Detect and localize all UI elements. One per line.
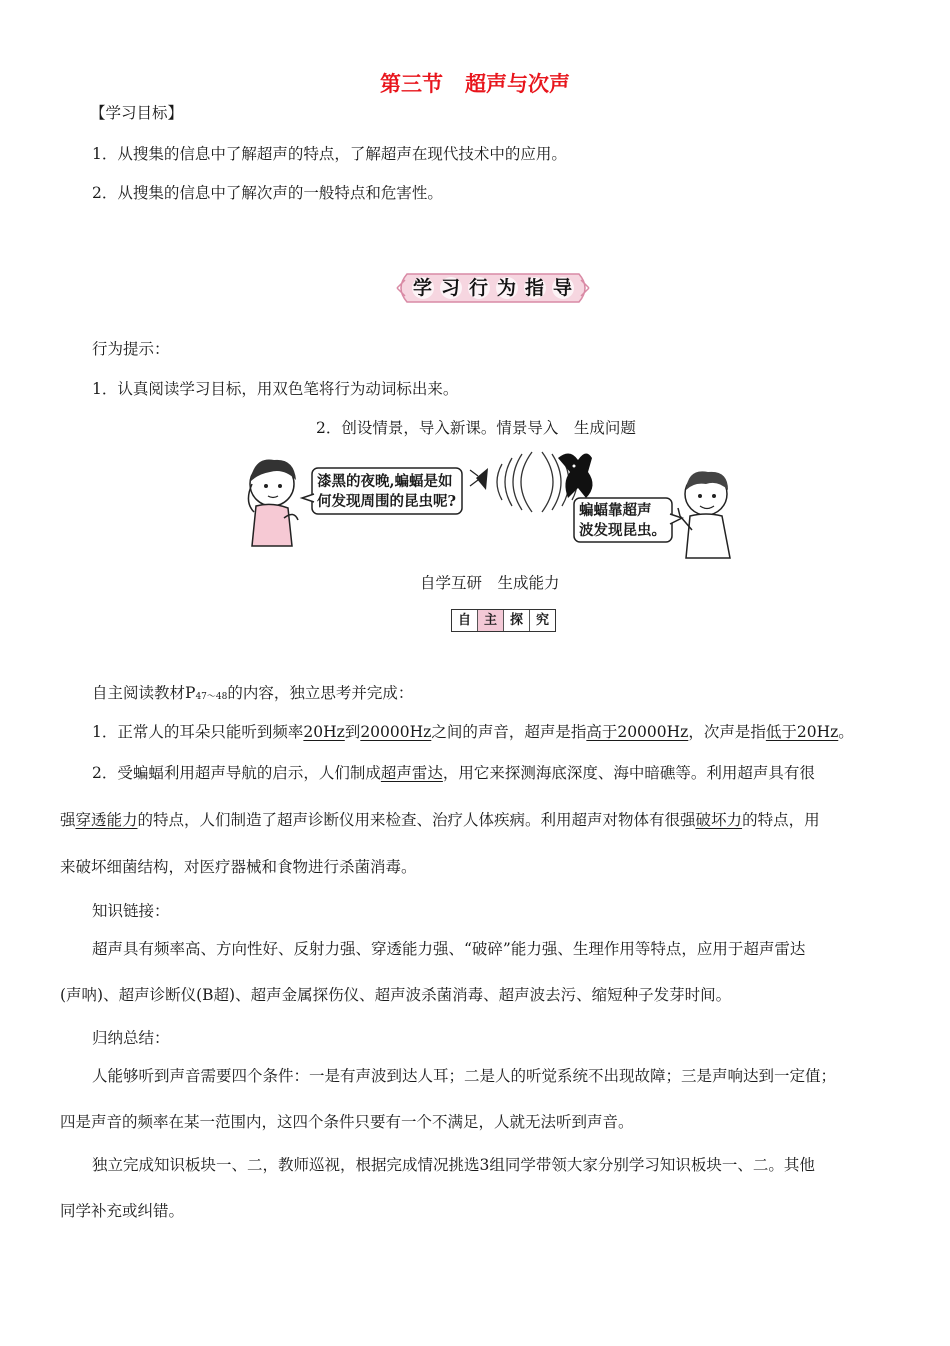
page-title [0, 68, 950, 98]
q2-text: 的特点，人们制造了超声诊断仪用来检查、治疗人体疾病。利用超声对物体有很强 [137, 811, 696, 829]
section-banner [393, 270, 593, 306]
task-line-1: 独立完成知识板块一、二，教师巡视，根据完成情况挑选3组同学带领大家分别学习知识板块一、二。其他 [92, 1156, 815, 1174]
q1-text: 之间的声音，超声是指 [431, 723, 587, 741]
hints-label: 行为提示： [92, 340, 170, 358]
hint-item-2: 2．创设情景，导入新课。情景导入 生成问题 [316, 419, 636, 437]
girl-bubble-line-2: 何发现周围的昆虫呢? [317, 493, 456, 510]
question-2-line-1 [92, 761, 815, 783]
page-range: 47～48 [195, 692, 228, 702]
illustration-drawing [240, 446, 740, 561]
badge-char: 究 [530, 610, 555, 631]
q2-text: ，用它来探测海底深度、海中暗礁等。利用超声具有很 [442, 764, 815, 782]
q2-answer-3: 破坏力 [695, 811, 743, 829]
q2-text: 2．受蝙蝠利用超声导航的启示，人们制成 [92, 764, 381, 782]
boy-bubble-line-2: 波发现昆虫。 [579, 522, 666, 539]
q1-text: 1．正常人的耳朵只能听到频率 [92, 723, 304, 741]
girl-bubble-line-1: 漆黑的夜晚,蝙蝠是如 [317, 473, 453, 490]
objective-item-1: 1．从搜集的信息中了解超声的特点，了解超声在现代技术中的应用。 [92, 145, 567, 163]
task-line-2: 同学补充或纠错。 [60, 1202, 185, 1220]
reading-intro-prefix: 自主阅读教材P [92, 684, 196, 702]
question-2-line-2 [60, 808, 820, 830]
boy-bubble-line-1: 蝙蝠靠超声 [579, 502, 652, 519]
q1-answer-4: 低于20Hz [765, 723, 839, 741]
insect-icon [470, 468, 488, 490]
badge-char: 主 [478, 610, 504, 631]
summary-line-2: 四是声音的频率在某一范围内，这四个条件只要有一个不满足，人就无法听到声音。 [60, 1113, 634, 1131]
section-heading: 自学互研 生成能力 [420, 574, 560, 592]
q1-text: 到 [344, 723, 361, 741]
self-study-badge [451, 609, 556, 632]
q2-answer-1: 超声雷达 [380, 764, 443, 782]
q1-answer-3: 高于20000Hz [586, 723, 689, 741]
scenario-illustration [240, 446, 740, 561]
boy-pointing-icon [678, 471, 730, 558]
summary-label: 归纳总结： [92, 1029, 170, 1047]
objectives-heading: 【学习目标】 [90, 104, 184, 122]
knowledge-line-1: 超声具有频率高、方向性好、反射力强、穿透能力强、“破碎”能力强、生理作用等特点，应用于超声雷达 [92, 940, 806, 958]
girl-thinking-icon [248, 459, 298, 546]
question-2-line-3: 来破坏细菌结构，对医疗器械和食物进行杀菌消毒。 [60, 858, 417, 876]
q1-text: 。 [838, 723, 854, 741]
q1-answer-2: 20000Hz [360, 723, 432, 741]
badge-char: 探 [504, 610, 530, 631]
q1-answer-1: 20Hz [303, 723, 345, 741]
q1-text: ，次声是指 [688, 723, 766, 741]
summary-line-1: 人能够听到声音需要四个条件：一是有声波到达人耳；二是人的听觉系统不出现故障；三是声响达到一定值； [92, 1067, 837, 1085]
section-title: 超声与次声 [465, 72, 570, 96]
reading-intro [92, 681, 413, 703]
q2-text: 的特点，用 [742, 811, 820, 829]
reading-intro-suffix: 的内容，独立思考并完成： [227, 684, 414, 702]
knowledge-label: 知识链接： [92, 902, 170, 920]
knowledge-line-2: (声呐)、超声诊断仪(B超)、超声金属探伤仪、超声波杀菌消毒、超声波去污、缩短种子发芽时间。 [60, 986, 732, 1004]
question-1 [92, 720, 854, 742]
banner-label: 学习行为指导 [412, 277, 581, 299]
q2-answer-2: 穿透能力 [75, 811, 138, 829]
hint-item-1: 1．认真阅读学习目标，用双色笔将行为动词标出来。 [92, 380, 459, 398]
badge-char: 自 [452, 610, 478, 631]
objective-item-2: 2．从搜集的信息中了解次声的一般特点和危害性。 [92, 184, 443, 202]
q2-text: 强 [60, 811, 76, 829]
section-number: 第三节 [380, 72, 443, 96]
